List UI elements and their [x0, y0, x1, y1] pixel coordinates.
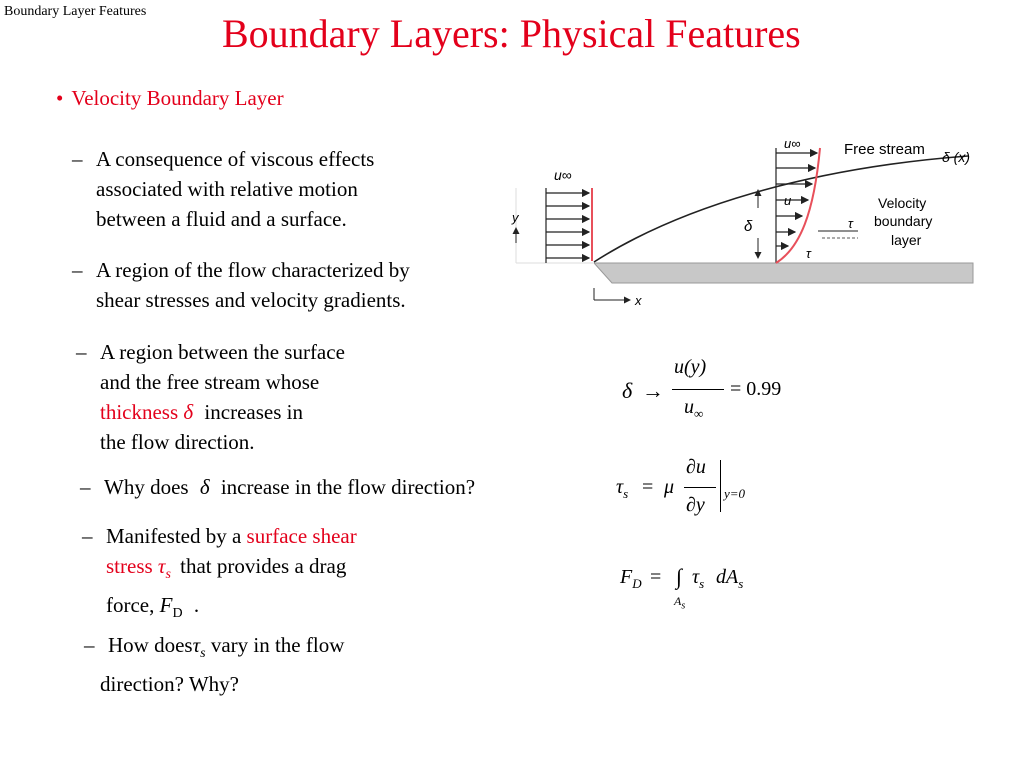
item-line: and the free stream whose	[100, 370, 320, 394]
u-infinity-top-label: u∞	[784, 136, 801, 151]
delta-x-label: δ (x)	[942, 149, 970, 165]
item-line: A consequence of viscous effects	[96, 147, 375, 171]
dash-marker: –	[84, 633, 95, 657]
page-title: Boundary Layers: Physical Features	[222, 11, 801, 56]
force-text: force,	[106, 593, 155, 618]
item-thickness	[76, 337, 345, 457]
evaluation-bar	[720, 460, 721, 512]
integral-symbol: ∫	[676, 564, 683, 589]
u-infinity-left-label: u∞	[554, 167, 572, 183]
delta-symbol: δ	[622, 378, 633, 403]
equation-drag-force	[620, 564, 780, 618]
item-line	[106, 590, 357, 629]
drag-text: that provides a drag	[180, 554, 347, 578]
equals-sign: =	[642, 476, 654, 498]
increase-text: increase in the flow direction?	[220, 475, 476, 499]
dash-marker: –	[76, 340, 87, 364]
period-text: .	[193, 593, 200, 618]
item-line	[108, 630, 344, 669]
delta-label: δ	[744, 218, 753, 235]
fd-symbol: $F_D$	[159, 593, 183, 622]
evaluation-point: y=0	[724, 486, 746, 501]
layer-label: layer	[891, 232, 922, 248]
denominator: $u_\infty$	[684, 396, 704, 421]
y-axis-label: y	[512, 210, 519, 225]
tau-symbol: $\tau_s$	[692, 566, 705, 591]
item-line: the flow direction.	[100, 430, 255, 454]
dash-marker: –	[72, 258, 83, 282]
tau-label-upper: τ	[848, 216, 853, 231]
rhs-value: = 0.99	[730, 378, 782, 400]
item-surface-shear	[82, 521, 357, 629]
vary-text: vary in the flow	[210, 633, 345, 657]
bullet-label: Velocity Boundary Layer	[71, 86, 284, 110]
increases-text: increases in	[204, 400, 303, 424]
item-viscous-effects	[72, 144, 375, 234]
velocity-label: Velocity	[878, 195, 927, 211]
item-line: shear stresses and velocity gradients.	[96, 288, 406, 312]
dash-marker: –	[82, 524, 93, 548]
du-numerator: ∂u	[686, 456, 706, 478]
tau-symbol: $\tau_s$	[616, 476, 629, 501]
surface-shear-text: surface shear	[246, 524, 357, 548]
fraction-bar	[684, 487, 716, 488]
mu-symbol: μ	[664, 476, 675, 498]
delta-symbol: δ	[199, 475, 210, 499]
item-shear-stresses	[72, 255, 410, 315]
dy-denominator: ∂y	[686, 494, 705, 516]
free-stream-label: Free stream	[844, 141, 925, 158]
fraction-bar	[672, 389, 724, 390]
boundary-layer-diagram	[508, 128, 978, 318]
tau-symbol: $\tau_s$	[157, 554, 171, 583]
dash-marker: –	[80, 475, 91, 499]
why-text: Why does	[104, 475, 189, 499]
delta-symbol: δ	[183, 400, 194, 424]
uniform-velocity-arrows	[546, 188, 589, 263]
integral-limit: $A_s$	[674, 594, 686, 612]
dA-term: $dA_s$	[716, 566, 744, 591]
flat-plate	[594, 263, 973, 283]
item-line-thickness	[100, 397, 345, 427]
stress-text: stress	[106, 554, 153, 578]
header-label: Boundary Layer Features	[4, 4, 147, 19]
item-line	[106, 551, 357, 590]
item-line: between a fluid and a surface.	[96, 207, 347, 231]
numerator: u(y)	[674, 356, 707, 378]
item-why-delta	[80, 472, 476, 502]
item-line	[106, 521, 357, 551]
boundary-label: boundary	[874, 213, 933, 229]
equation-shear-stress	[614, 456, 774, 522]
x-axis-label: x	[635, 293, 642, 308]
tau-symbol: $\tau_s$	[192, 633, 206, 662]
equation-delta-definition	[620, 356, 800, 430]
arrow-symbol: →	[642, 378, 664, 403]
item-line: associated with relative motion	[96, 177, 358, 201]
manifested-text: Manifested by a	[106, 524, 242, 548]
tau-label-lower: τ	[806, 246, 811, 261]
item-line: direction? Why?	[100, 672, 239, 697]
bullet-velocity-boundary-layer	[56, 86, 284, 111]
item-line: A region of the flow characterized by	[96, 258, 410, 282]
bullet-dot-icon: •	[56, 86, 64, 110]
dash-marker: –	[72, 147, 83, 171]
item-line: A region between the surface	[100, 340, 345, 364]
how-does-text: How does	[108, 633, 193, 657]
equals-sign: =	[650, 566, 662, 588]
fd-symbol: $F_D$	[620, 566, 642, 591]
item-tau-vary	[84, 630, 345, 699]
thickness-word: thickness	[100, 400, 179, 424]
u-label: u	[784, 193, 792, 208]
